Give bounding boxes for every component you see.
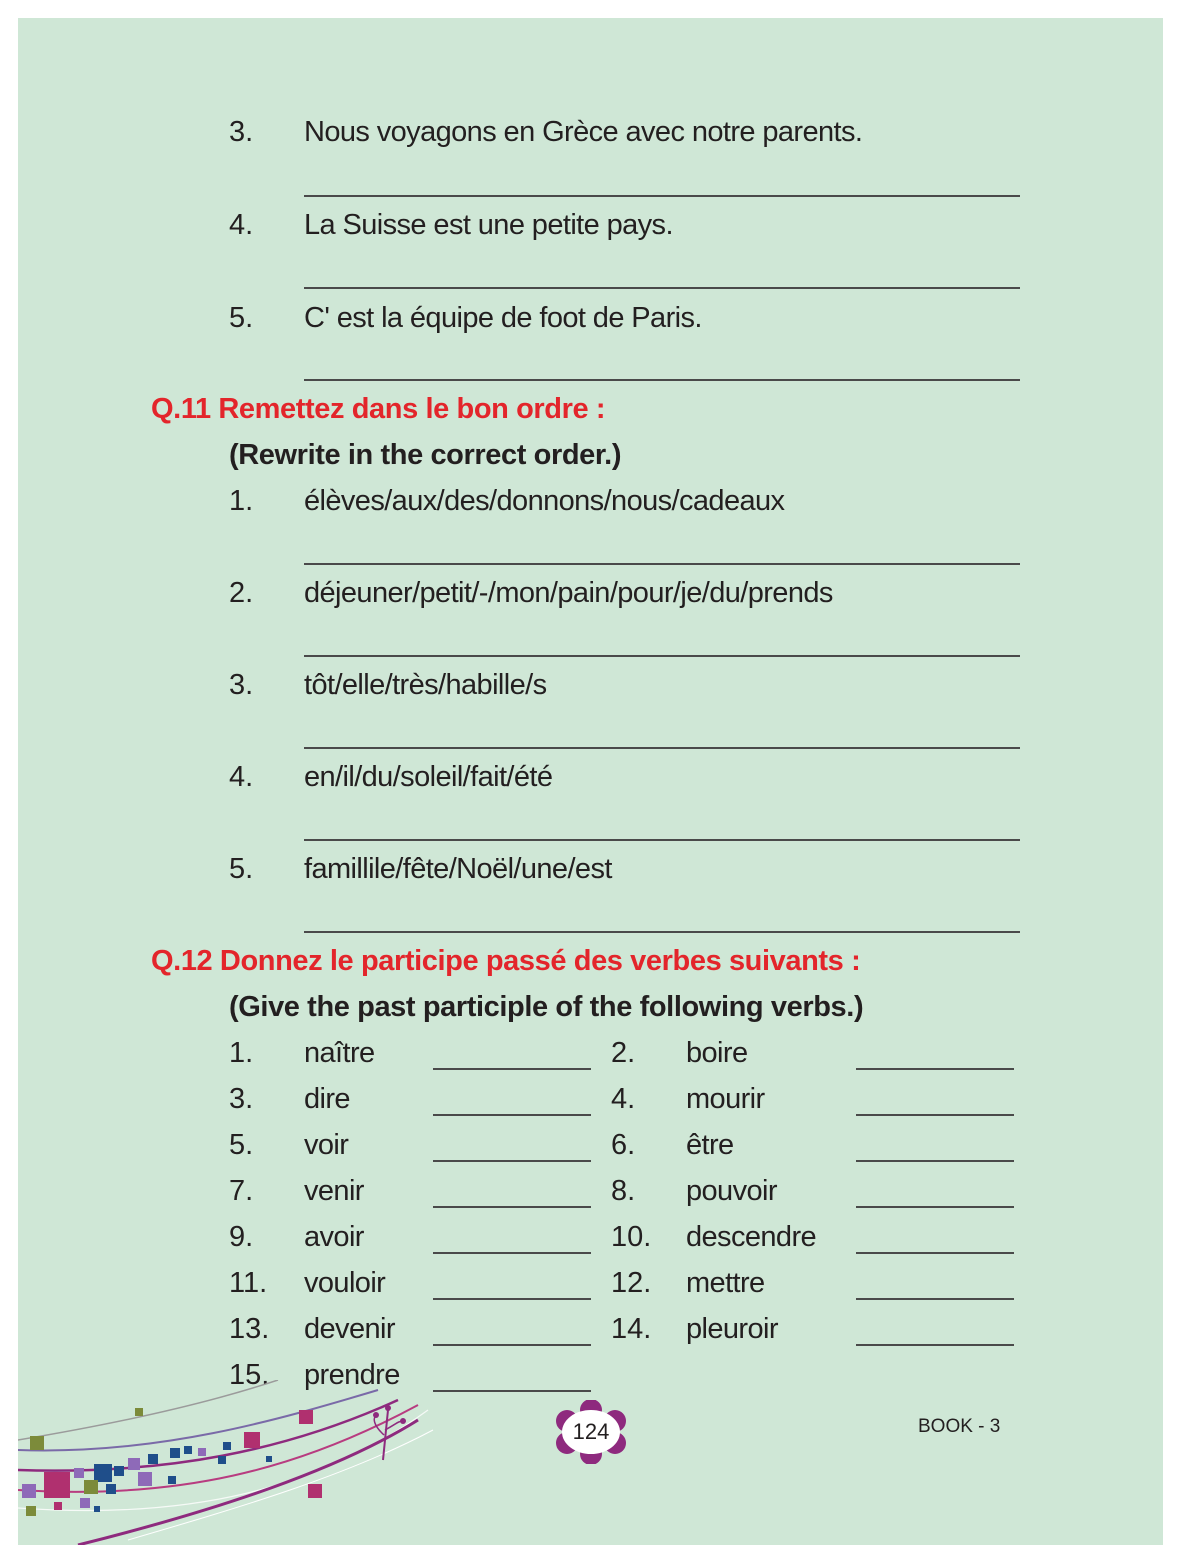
verb-text: mettre [686,1267,765,1299]
verb-text: voir [304,1129,349,1161]
verb-answer-line[interactable] [856,1344,1014,1346]
answer-line[interactable] [304,287,1020,289]
verb-number: 12. [611,1267,652,1299]
verb-answer-line[interactable] [433,1206,591,1208]
q11-item-text: tôt/elle/très/habille/s [304,669,547,701]
worksheet-page [18,18,1163,1545]
verb-answer-line[interactable] [433,1114,591,1116]
verb-text: dire [304,1083,350,1115]
verb-answer-line[interactable] [856,1114,1014,1116]
verb-answer-line[interactable] [856,1298,1014,1300]
answer-line[interactable] [304,839,1020,841]
verb-number: 2. [611,1037,636,1069]
q11-item-text: élèves/aux/des/donnons/nous/cadeaux [304,485,785,517]
decorative-swirl-ornament [18,1380,438,1545]
verb-answer-line[interactable] [433,1390,591,1392]
answer-line[interactable] [304,195,1020,197]
sentence-number: 3. [229,116,254,148]
q11-item-number: 2. [229,577,254,609]
q11-item-number: 4. [229,761,254,793]
sentence-number: 4. [229,209,254,241]
verb-number: 8. [611,1175,636,1207]
verb-text: descendre [686,1221,817,1253]
verb-answer-line[interactable] [856,1252,1014,1254]
verb-answer-line[interactable] [433,1160,591,1162]
verb-number: 10. [611,1221,652,1253]
q11-item-text: déjeuner/petit/-/mon/pain/pour/je/du/prends [304,577,833,609]
sentence-text: Nous voyagons en Grèce avec notre parents. [304,116,863,148]
verb-text: vouloir [304,1267,386,1299]
q11-item-text: en/il/du/soleil/fait/été [304,761,553,793]
verb-number: 7. [229,1175,254,1207]
verb-number: 11. [229,1267,268,1299]
verb-text: prendre [304,1359,400,1391]
verb-answer-line[interactable] [856,1068,1014,1070]
verb-text: venir [304,1175,364,1207]
q11-instruction: (Rewrite in the correct order.) [229,439,622,471]
q11-item-text: famillile/fête/Noël/une/est [304,853,612,885]
verb-number: 9. [229,1221,254,1253]
verb-text: pouvoir [686,1175,777,1207]
verb-number: 3. [229,1083,254,1115]
decorative-squares [22,1408,322,1516]
q12-heading: Q.12 Donnez le participe passé des verbes suivants : [151,945,861,977]
verb-answer-line[interactable] [433,1252,591,1254]
verb-text: boire [686,1037,748,1069]
answer-line[interactable] [304,655,1020,657]
verb-number: 13. [229,1313,270,1345]
verb-number: 14. [611,1313,652,1345]
verb-text: mourir [686,1083,765,1115]
verb-number: 4. [611,1083,636,1115]
verb-number: 6. [611,1129,636,1161]
verb-number: 5. [229,1129,254,1161]
verb-answer-line[interactable] [856,1160,1014,1162]
verb-number: 15. [229,1359,270,1391]
answer-line[interactable] [304,747,1020,749]
sentence-number: 5. [229,302,254,334]
q11-item-number: 5. [229,853,254,885]
q11-heading: Q.11 Remettez dans le bon ordre : [151,393,606,425]
sentence-text: La Suisse est une petite pays. [304,209,673,241]
verb-text: naître [304,1037,375,1069]
verb-answer-line[interactable] [433,1068,591,1070]
q11-item-number: 3. [229,669,254,701]
answer-line[interactable] [304,563,1020,565]
answer-line[interactable] [304,931,1020,933]
page-number: 124 [572,1419,610,1444]
sentence-text: C' est la équipe de foot de Paris. [304,302,702,334]
book-label: BOOK - 3 [918,1416,1001,1437]
q11-item-number: 1. [229,485,254,517]
verb-text: pleuroir [686,1313,778,1345]
q12-instruction: (Give the past participle of the following verbs.) [229,991,864,1023]
verb-answer-line[interactable] [856,1206,1014,1208]
verb-answer-line[interactable] [433,1344,591,1346]
verb-answer-line[interactable] [433,1298,591,1300]
verb-text: être [686,1129,734,1161]
verb-number: 1. [229,1037,254,1069]
answer-line[interactable] [304,379,1020,381]
verb-text: avoir [304,1221,364,1253]
verb-text: devenir [304,1313,395,1345]
